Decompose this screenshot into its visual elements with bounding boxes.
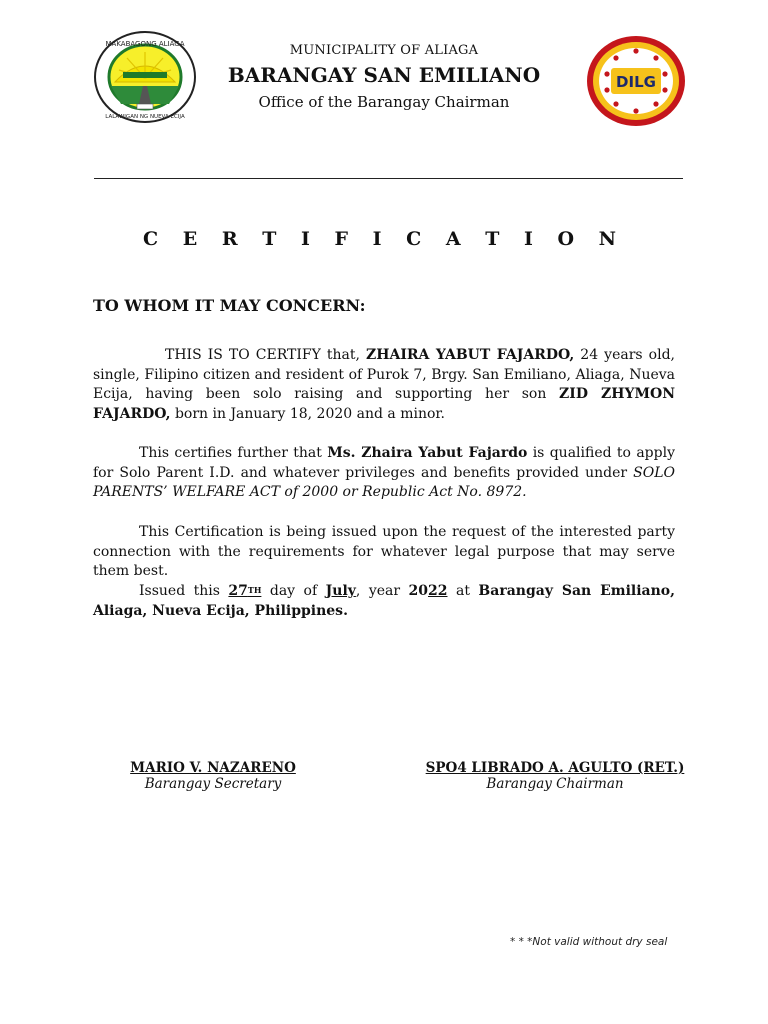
svg-text:MAKABAGONG ALIAGA: MAKABAGONG ALIAGA bbox=[105, 40, 185, 48]
secretary-role: Barangay Secretary bbox=[144, 776, 282, 792]
municipality-heading: MUNICIPALITY OF ALIAGA bbox=[289, 43, 479, 58]
issue-day bbox=[228, 583, 261, 599]
salutation: TO WHOM IT MAY CONCERN: bbox=[93, 296, 366, 315]
secretary-name: MARIO V. NAZARENO bbox=[130, 760, 296, 776]
p2-lead: This certifies further that bbox=[139, 445, 328, 461]
dry-seal-note: * * *Not valid without dry seal bbox=[510, 936, 668, 948]
p1-tail: born in January 18, 2020 and a minor. bbox=[170, 405, 446, 422]
chairman-role: Barangay Chairman bbox=[486, 776, 624, 792]
issue-day-number: 27 bbox=[228, 583, 248, 599]
p1-lead: THIS IS TO CERTIFY that, bbox=[165, 347, 367, 363]
act-reference: SOLO PARENTS’ WELFARE ACT of 2000 or Republic Act No. 8972. bbox=[93, 464, 675, 500]
office-heading: Office of the Barangay Chairman bbox=[258, 93, 510, 111]
header-divider bbox=[94, 178, 683, 179]
issue-day-suffix: TH bbox=[247, 585, 262, 595]
paragraph-issued bbox=[93, 582, 675, 621]
p1-mid: 24 years old, single, Filipino citizen and resident of Purok 7, Brgy. San Emiliano, Aliaga, Nueva Ecija, having been solo raising and supporting her son bbox=[93, 347, 675, 402]
p2-mid: is qualified to apply for Solo Parent I.D. and whatever privileges and benefits provided under bbox=[93, 445, 675, 481]
p4-b: day of bbox=[261, 583, 326, 599]
dilg-seal-text: DILG bbox=[616, 73, 656, 91]
subject-name: ZHAIRA YABUT FAJARDO, bbox=[366, 347, 575, 363]
p3-text: This Certification is being issued upon the request of the interested party connection with the requirements for whatever legal purpose that may serve them best. bbox=[93, 524, 675, 579]
subject-name-title: Ms. Zhaira Yabut Fajardo bbox=[327, 445, 528, 461]
issue-year bbox=[409, 583, 448, 599]
document-title: C E R T I F I C A T I O N bbox=[143, 228, 625, 250]
issue-month: July bbox=[325, 583, 356, 599]
signatory-secretary bbox=[128, 760, 298, 792]
svg-text:LALAWIGAN NG NUEVA ECIJA: LALAWIGAN NG NUEVA ECIJA bbox=[105, 114, 185, 120]
issue-place: Barangay San Emiliano, Aliaga, Nueva Ecija, Philippines. bbox=[93, 583, 675, 619]
signatory-chairman bbox=[420, 760, 690, 792]
paragraph-purpose bbox=[93, 523, 675, 582]
issue-year-prefix: 20 bbox=[408, 583, 429, 599]
p4-a: Issued this bbox=[139, 583, 229, 599]
p4-c: , year bbox=[355, 583, 409, 599]
chairman-name: SPO4 LIBRADO A. AGULTO (RET.) bbox=[425, 760, 685, 776]
paragraph-qualified bbox=[93, 444, 675, 503]
paragraph-certify bbox=[93, 346, 675, 424]
barangay-heading: BARANGAY SAN EMILIANO bbox=[227, 63, 541, 87]
child-name: ZID ZHYMON FAJARDO, bbox=[93, 386, 675, 422]
p4-d: at bbox=[447, 583, 479, 599]
issue-year-suffix: 22 bbox=[428, 583, 448, 599]
